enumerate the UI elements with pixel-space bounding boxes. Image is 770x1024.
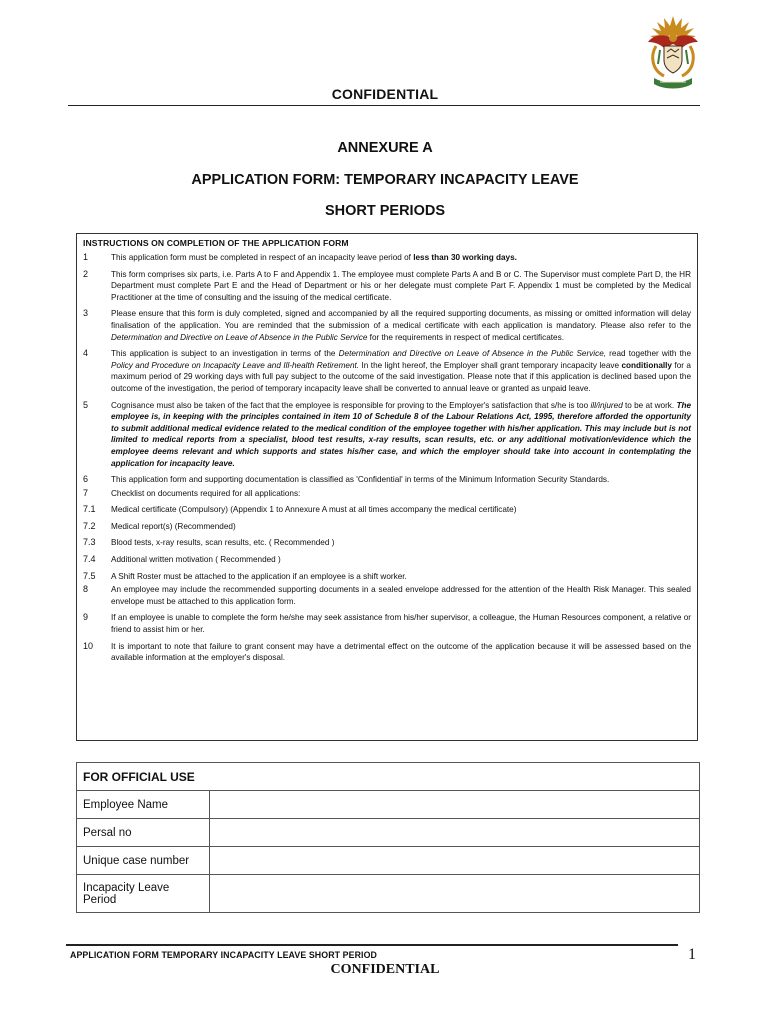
instruction-item: [83, 488, 691, 500]
instruction-emphasis: ill/injured: [590, 400, 623, 410]
instruction-item: [83, 308, 691, 343]
instruction-text: This form comprises six parts, i.e. Parts A to F and Appendix 1. The employee must complete Parts A and B or C. The Supervisor must complete Part D, the HR Department must complete Part E and the Head of Department or his or her delegate must complete Part F. Appendix 1 must be completed by the Medical Practitioner at the time of consulting and the issuing of the medical certificate.: [111, 269, 691, 302]
instruction-number: 7.1: [83, 504, 96, 515]
instruction-text: Checklist on documents required for all applications:: [111, 488, 301, 498]
instruction-item: [83, 348, 691, 394]
persal-no-label: Persal no: [77, 819, 210, 847]
instruction-text: Cognisance must also be taken of the fact that the employee is responsible for proving to the Employer's satisfaction that s/he is too: [111, 400, 591, 410]
instruction-text: A Shift Roster must be attached to the application if an employee is a shift worker.: [111, 571, 407, 581]
persal-no-field[interactable]: [210, 819, 700, 847]
instruction-number: 2: [83, 268, 89, 279]
page-number: 1: [688, 946, 696, 963]
instruction-number: 7: [83, 487, 89, 498]
coat-of-arms-icon: [636, 12, 710, 92]
instruction-item: [83, 504, 691, 516]
instruction-text: If an employee is unable to complete the form he/she may seek assistance from his/her supervisor, a colleague, the Human Resources component, a relative or friend to assist him or her.: [111, 613, 691, 635]
instruction-text: It is important to note that failure to grant consent may have a detrimental effect on the outcome of the application because it will be assessed based on the available information at the employer's disposal.: [111, 641, 691, 663]
instructions-box: [76, 233, 698, 741]
instruction-reference: Policy and Procedure on Incapacity Leave and Ill-health Retirement.: [111, 360, 360, 370]
form-subtitle: SHORT PERIODS: [324, 203, 446, 219]
annexure-title: ANNEXURE A: [337, 140, 433, 156]
confidential-label: CONFIDENTIAL: [331, 86, 439, 102]
instructions-heading: INSTRUCTIONS ON COMPLETION OF THE APPLICATION FORM: [83, 238, 349, 248]
employee-name-field[interactable]: [210, 791, 700, 819]
instruction-text: This application is subject to an investigation in terms of the: [111, 349, 339, 359]
instruction-number: 7.3: [83, 537, 96, 548]
instruction-number: 5: [83, 399, 89, 410]
instruction-text: Medical report(s) (Recommended): [111, 521, 236, 531]
instruction-text: An employee may include the recommended supporting documents in a sealed envelope addressed for the attention of the Health Risk Manager. This sealed envelope must be attached to this application form.: [111, 585, 691, 606]
instruction-item: [83, 612, 691, 635]
instruction-item: [83, 554, 691, 566]
instruction-number: 7.5: [83, 570, 96, 581]
instruction-text: Medical certificate (Compulsory) (Appendix 1 to Annexure A must at all times accompany the medical certificate): [111, 505, 517, 515]
instruction-emphasis: conditionally: [621, 360, 672, 370]
instruction-item: [83, 537, 691, 549]
instruction-reference: Determination and Directive on Leave of Absence in the Public Service,: [338, 349, 607, 359]
instruction-item: [83, 584, 691, 607]
incapacity-leave-period-field[interactable]: [210, 875, 700, 913]
instruction-text: to be at work.: [622, 400, 677, 410]
unique-case-number-label: Unique case number: [77, 847, 210, 875]
instruction-emphasis: less than 30 working days.: [413, 253, 517, 262]
instruction-text: This application form and supporting documentation is classified as 'Confidential' in terms of the Minimum Information Security Standards.: [111, 475, 610, 485]
instruction-number: 4: [83, 348, 89, 359]
instruction-item: [83, 641, 691, 664]
instruction-item: [83, 571, 691, 583]
instruction-number: 8: [83, 584, 89, 595]
instruction-text: for the requirements in respect of medical certificates.: [367, 332, 564, 342]
incapacity-leave-period-label: Incapacity Leave Period: [77, 875, 210, 913]
footer-confidential-label: CONFIDENTIAL: [330, 962, 440, 977]
instruction-item: [83, 269, 691, 304]
instruction-number: 7.4: [83, 554, 96, 565]
unique-case-number-field[interactable]: [210, 847, 700, 875]
form-title: APPLICATION FORM: TEMPORARY INCAPACITY LEAVE: [191, 172, 579, 188]
instruction-item: [83, 474, 691, 486]
employee-name-label: Employee Name: [77, 791, 210, 819]
instruction-text: In the light hereof, the Employer shall grant temporary incapacity leave: [359, 360, 622, 370]
instruction-number: 7.2: [83, 520, 96, 531]
instruction-text: Blood tests, x-ray results, scan results, etc. ( Recommended ): [111, 538, 335, 548]
instruction-reference: Determination and Directive on Leave of Absence in the Public Service: [111, 332, 368, 342]
instruction-item: [83, 400, 691, 470]
instruction-text: read together with the: [606, 349, 691, 359]
instruction-number: 9: [83, 612, 89, 623]
official-use-heading: FOR OFFICIAL USE: [77, 763, 700, 791]
header-rule: [68, 105, 700, 106]
instruction-number: 6: [83, 474, 89, 485]
instruction-text: Additional written motivation ( Recommended ): [111, 555, 281, 565]
footer-rule: [66, 944, 678, 946]
instruction-text: for a maximum period of 29 working days with full pay subject to the outcome of the said investigation. Please note that if this application is declined based upon the outcome of the investigation, the period of temporary incapacity leave shall be converted to annual leave or granted as unpaid leave.: [111, 360, 691, 393]
instruction-item: [83, 252, 691, 264]
instruction-number: 1: [83, 252, 89, 262]
footer-form-name: APPLICATION FORM TEMPORARY INCAPACITY LEAVE SHORT PERIOD: [70, 950, 377, 960]
instruction-text: This application form must be completed in respect of an incapacity leave period of: [111, 253, 414, 262]
instruction-text: Please ensure that this form is duly completed, signed and accompanied by all the required supporting documents, as missing or omitted information will delay finalisation of the application. You are reminded that the submission of a medical certificate with each application is mandatory. Please also refer to the: [111, 309, 691, 330]
official-use-table: [76, 762, 700, 913]
instruction-emphasis: The employee is, in keeping with the principles contained in item 10 of Schedule 8 of the Labour Relations Act, 1995, therefore afforded the opportunity to submit additional medical evidence related to the medical condition of the employee together with his/her application. This may include but is not limited to medical reports from a specialist, blood test results, x-ray results, scan results, etc. or any additional motivation/evidence which the employee deems relevant and which supports and states his/her case, and which the employer should take into account in contemplating the application for incapacity leave.: [111, 400, 692, 468]
instruction-item: [83, 521, 691, 533]
instruction-number: 10: [83, 640, 94, 651]
instruction-number: 3: [83, 308, 89, 319]
